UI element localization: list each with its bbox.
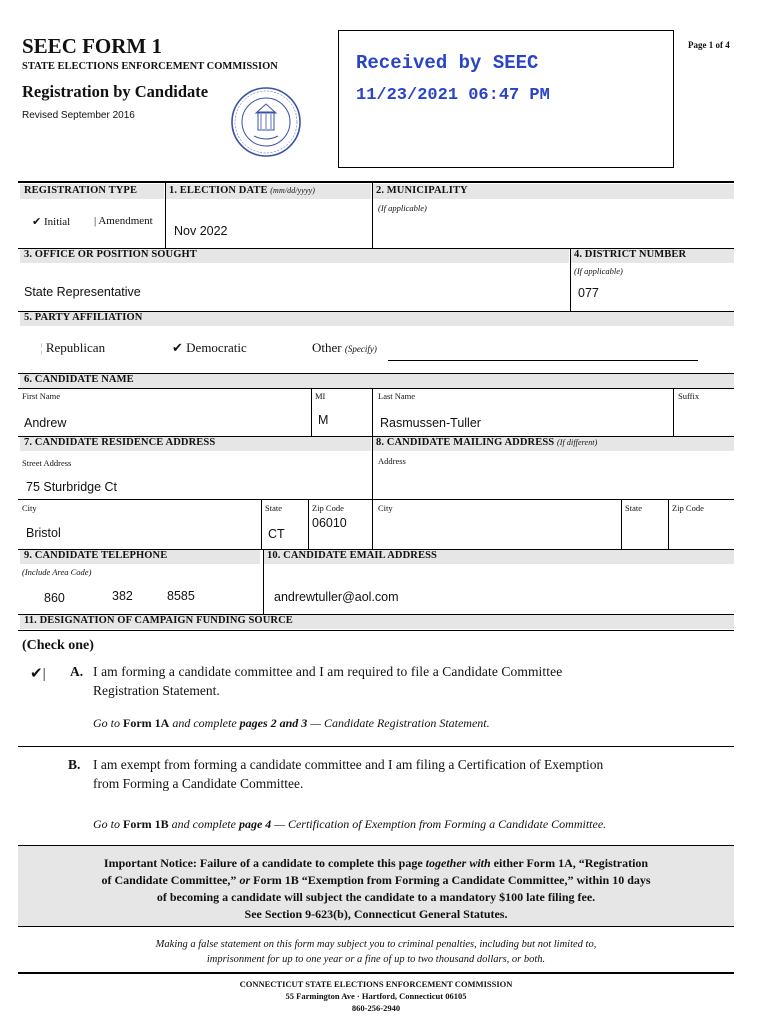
option-b-text-cont: from Forming a Candidate Committee. xyxy=(93,776,304,791)
zip-label: Zip Code xyxy=(312,503,344,513)
email-field[interactable]: andrewtuller@aol.com xyxy=(274,590,399,604)
agency-name: STATE ELECTIONS ENFORCEMENT COMMISSION xyxy=(22,61,278,72)
candidate-name-label: 6. CANDIDATE NAME xyxy=(20,374,734,388)
telephone-label: 9. CANDIDATE TELEPHONE xyxy=(20,550,260,564)
party-label: 5. PARTY AFFILIATION xyxy=(20,312,734,326)
republican-label: Republican xyxy=(45,340,106,355)
received-stamp-line1: Received by SEEC xyxy=(356,52,539,74)
telephone-hint: (Include Area Code) xyxy=(22,567,92,577)
democratic-check-icon: ✔ xyxy=(172,340,183,355)
form-title: SEEC FORM 1 xyxy=(22,34,163,58)
option-b-checkbox[interactable] xyxy=(40,757,54,773)
mailing-address-label: 8. CANDIDATE MAILING ADDRESS (If different) xyxy=(373,437,734,451)
email-label: 10. CANDIDATE EMAIL ADDRESS xyxy=(264,550,734,564)
false-statement-warning: Making a false statement on this form may subject you to criminal penalties, including but not limited to, imprisonment for up to one year or a fine of up to two thousand dollars, or both. xyxy=(155,939,597,965)
page-number: Page 1 of 4 xyxy=(688,40,730,50)
registration-type-label: REGISTRATION TYPE xyxy=(20,184,164,199)
initial-label: Initial xyxy=(43,216,71,228)
mi-field[interactable]: M xyxy=(318,413,329,427)
amendment-checkbox[interactable]: | Amendment xyxy=(94,215,153,227)
option-a-instructions: Go to Form 1A and complete pages 2 and 3 — Candidate Registration Statement. xyxy=(93,716,490,730)
election-date-label: 1. ELECTION DATE (mm/dd/yyyy) xyxy=(166,184,371,199)
phone-line-field[interactable]: 8585 xyxy=(167,589,195,603)
municipality-label: 2. MUNICIPALITY xyxy=(373,184,734,199)
option-a-letter: A. xyxy=(70,664,84,679)
office-field[interactable]: State Representative xyxy=(24,285,141,299)
last-name-label: Last Name xyxy=(378,391,416,401)
footer-address: CONNECTICUT STATE ELECTIONS ENFORCEMENT COMMISSION 55 Farmington Ave · Hartford, Connecticut 06105 860-256-2940 xyxy=(239,979,513,1013)
phone-area-field[interactable]: 860 xyxy=(44,591,65,605)
district-label: 4. DISTRICT NUMBER xyxy=(571,249,734,263)
option-b-text: I am exempt from forming a candidate committee and I am filing a Certification of Exemption xyxy=(93,757,604,772)
option-a-checkbox[interactable]: ✔| xyxy=(30,666,46,682)
initial-checkbox[interactable]: ✔ Initial xyxy=(32,216,71,228)
other-hint: (Specify) xyxy=(344,344,377,354)
city-label: City xyxy=(22,503,37,513)
party-other-field[interactable] xyxy=(388,360,698,361)
received-stamp-date: 11/23/2021 06:47 PM xyxy=(356,86,550,105)
other-label: Other xyxy=(312,340,342,355)
party-republican-option[interactable]: ¦ Republican xyxy=(40,340,106,355)
first-name-label: First Name xyxy=(22,391,61,401)
amendment-label: Amendment xyxy=(98,215,153,227)
funding-source-label: 11. DESIGNATION OF CAMPAIGN FUNDING SOURCE xyxy=(20,615,734,629)
street-address-label: Street Address xyxy=(22,458,72,468)
city-field[interactable]: Bristol xyxy=(26,526,61,540)
form-subtitle: Registration by Candidate xyxy=(22,82,209,101)
street-address-field[interactable]: 75 Sturbridge Ct xyxy=(26,480,118,494)
first-name-field[interactable]: Andrew xyxy=(24,416,67,430)
check-one-label: (Check one) xyxy=(22,638,94,653)
democratic-label: Democratic xyxy=(186,340,247,355)
residence-address-label: 7. CANDIDATE RESIDENCE ADDRESS xyxy=(20,437,371,451)
mailing-zip-label: Zip Code xyxy=(672,503,704,513)
zip-field[interactable]: 06010 xyxy=(312,516,347,530)
option-b-instructions: Go to Form 1B and complete page 4 — Certification of Exemption from Forming a Candidate Committee. xyxy=(93,817,607,831)
last-name-field[interactable]: Rasmussen-Tuller xyxy=(380,416,481,430)
mi-label: MI xyxy=(315,391,326,401)
suffix-label: Suffix xyxy=(678,391,700,401)
phone-prefix-field[interactable]: 382 xyxy=(112,589,133,603)
option-b-letter: B. xyxy=(68,757,81,772)
state-field[interactable]: CT xyxy=(268,527,285,541)
party-other-option[interactable] xyxy=(312,340,377,356)
mailing-city-label: City xyxy=(378,503,393,513)
mailing-state-label: State xyxy=(625,503,642,513)
mailing-address-sublabel: Address xyxy=(378,456,406,466)
district-hint: (If applicable) xyxy=(574,266,623,276)
election-date-field[interactable]: Nov 2022 xyxy=(174,224,228,238)
district-field[interactable]: 077 xyxy=(578,286,599,300)
municipality-hint: (If applicable) xyxy=(378,203,427,213)
party-democratic-option[interactable] xyxy=(172,340,247,356)
seal-icon xyxy=(230,84,302,160)
office-label: 3. OFFICE OR POSITION SOUGHT xyxy=(20,249,569,263)
option-a-text: I am forming a candidate committee and I am required to file a Candidate Committee xyxy=(93,664,563,679)
state-label: State xyxy=(265,503,282,513)
revised-date: Revised September 2016 xyxy=(22,110,135,121)
option-a-text-cont: Registration Statement. xyxy=(93,683,220,698)
important-notice-text: Important Notice: Failure of a candidate to complete this page together with either Form 1A, “Registration of Candidate Committee,” or Form 1B “Exemption from Forming a Candidate Committee,” within 10 days of becoming a candidate will subject the candidate to a mandatory $100 late filing fee. See Section 9-623(b), Connecticut General Statutes. xyxy=(101,856,651,921)
